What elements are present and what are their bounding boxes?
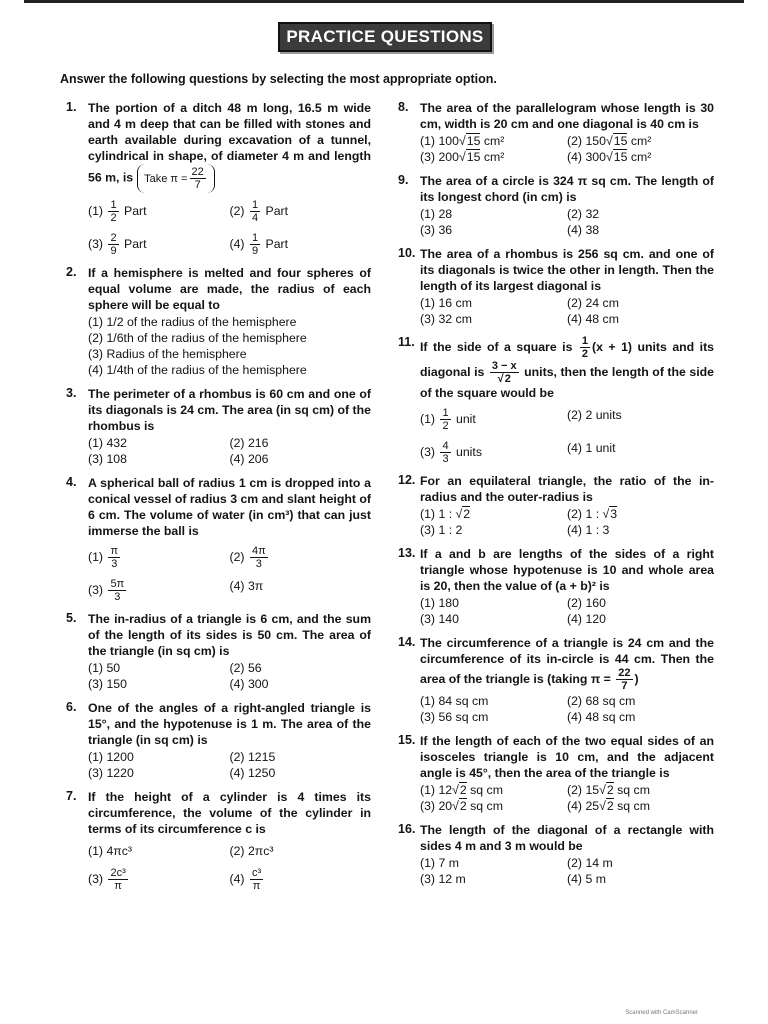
question-text: The circumference of a triangle is 24 cm and the circumference of its in-circle is 44 cm. Then the area of the triangle is (taking π = $\frac{22}{7}$ ) — [420, 636, 714, 692]
question-number: 6. — [66, 700, 77, 714]
question-number: 13. — [398, 546, 416, 560]
answer-options — [88, 199, 371, 257]
answer-option: (2) 14 m — [567, 856, 613, 870]
radical: √2 — [599, 783, 614, 797]
question-item — [398, 246, 714, 327]
question-number: 10. — [398, 246, 416, 260]
radicand: 15 — [466, 134, 481, 148]
question-text: The perimeter of a rhombus is 60 cm and one of its diagonals is 24 cm. The area (in sq cm) of the rhombus is — [88, 387, 371, 433]
answer-options — [420, 595, 714, 627]
answer-option: (2) 150√15 cm² — [567, 134, 652, 148]
answer-option: (2) 1/6th of the radius of the hemisphere — [88, 331, 307, 345]
instruction-text: Answer the following questions by selecting the most appropriate option. — [60, 72, 497, 86]
radical: √2 — [497, 373, 511, 385]
answer-option: (4) 1 unit — [567, 441, 616, 455]
numerator: 1 — [110, 199, 117, 211]
question-item — [398, 635, 714, 725]
question-item — [66, 700, 371, 781]
question-item — [66, 265, 371, 378]
answer-option: (3) 1220 — [88, 766, 134, 780]
answer-option: (4) $\frac{\text{c³}}{\pi}$ — [229, 867, 262, 892]
answer-option: (3) $\frac{5\pi}{3}$ — [88, 578, 125, 603]
question-number: 2. — [66, 265, 77, 279]
denominator: 3 — [255, 558, 262, 570]
answer-option: (1) $\frac{1}{2}$ unit — [420, 407, 476, 432]
question-number: 12. — [398, 473, 416, 487]
answer-option: (4) 38 — [567, 223, 600, 237]
question-text: If the height of a cylinder is 4 times its circumference, the volume of the cylinder in terms of its circumference c is — [88, 790, 371, 836]
question-number: 15. — [398, 733, 416, 747]
answer-option: (4) 48 sq cm — [567, 710, 636, 724]
question-item — [398, 100, 714, 165]
fraction — [250, 232, 260, 257]
answer-option: (1) 84 sq cm — [420, 694, 489, 708]
question-item — [66, 789, 371, 892]
radical: √15 — [458, 150, 481, 164]
numerator: 3 − x — [491, 360, 517, 372]
answer-option: (3) 32 cm — [420, 312, 472, 326]
answer-option: (1) 1 : √2 — [420, 507, 471, 521]
question-text: If the side of a square is $\frac{1}{2}$ (x + 1) units and its diagonal is $\frac{3 - x}{√2}$ units, then the length of the side of the square would be — [420, 335, 714, 400]
denominator: 3 — [114, 591, 121, 603]
question-text: If the length of each of the two equal sides of an isosceles triangle is 10 cm, and the adjacent angle is 45°, then the area of the triangle is — [420, 734, 714, 780]
answer-option: (3) 56 sq cm — [420, 710, 489, 724]
answer-option: (4) 25√2 sq cm — [567, 799, 650, 813]
right-column — [398, 100, 714, 895]
question-item — [66, 386, 371, 467]
answer-options — [88, 314, 371, 378]
question-text: For an equilateral triangle, the ratio of the in-radius and the outer-radius is — [420, 474, 714, 504]
question-text: If a and b are lengths of the sides of a right triangle whose hypotenuse is 10 and whole area is 20, then the value of (a + b)² is — [420, 547, 714, 593]
numerator: 1 — [251, 232, 259, 244]
answer-option: (3) 36 — [420, 223, 453, 237]
answer-option: (2) 24 cm — [567, 296, 619, 310]
answer-option: (1) 50 — [88, 661, 121, 675]
fraction — [108, 545, 120, 570]
numerator: c³ — [251, 867, 262, 879]
question-item — [398, 546, 714, 627]
answer-option: (3) 1 : 2 — [420, 523, 463, 537]
radicand: 2 — [606, 799, 614, 813]
answer-option: (1) 1/2 of the radius of the hemisphere — [88, 315, 297, 329]
question-text: A spherical ball of radius 1 cm is dropped into a conical vessel of radius 3 cm and slant height of 6 cm. The volume of water (in cm³) that can just immerse the ball is — [88, 476, 371, 538]
answer-option: (4) 120 — [567, 612, 606, 626]
numerator: 1 — [442, 407, 449, 419]
question-text: The area of a rhombus is 256 sq cm. and one of its diagonals is twice the other in length. Then the length of its largest diagonal is — [420, 247, 714, 293]
numerator: 22 — [191, 166, 204, 178]
answer-options — [88, 843, 371, 892]
radical: √2 — [452, 783, 467, 797]
question-item — [398, 335, 714, 465]
question-item — [398, 822, 714, 887]
answer-option: (3) 150 — [88, 677, 127, 691]
numerator: π — [110, 545, 119, 557]
fraction — [580, 335, 590, 360]
fraction — [250, 199, 260, 224]
answer-options — [420, 782, 714, 814]
answer-option: (2) $\frac{1}{4}$ Part — [229, 199, 289, 224]
fraction — [108, 232, 118, 257]
answer-option: (1) 180 — [420, 596, 459, 610]
answer-option: (4) $\frac{1}{9}$ Part — [229, 232, 289, 257]
answer-options — [88, 749, 371, 781]
numerator: 1 — [581, 335, 589, 347]
question-text: The portion of a ditch 48 m long, 16.5 m wide and 4 m deep that can be filled with stones and earth available during excavation of a tunnel, cylindrical in shape, of diameter 4 m and length 56 m, is Take π = $\frac{22}{7}$ — [88, 101, 371, 191]
answer-options — [88, 545, 371, 603]
answer-option: (4) 206 — [229, 452, 269, 466]
answer-option: (2) 68 sq cm — [567, 694, 636, 708]
denominator: 2 — [581, 348, 589, 360]
question-number: 9. — [398, 173, 409, 187]
question-number: 14. — [398, 635, 416, 649]
question-item — [66, 611, 371, 692]
answer-options — [420, 295, 714, 327]
radical: √3 — [602, 507, 618, 521]
answer-option: (2) 160 — [567, 596, 606, 610]
denominator: 7 — [194, 179, 201, 191]
denominator: 3 — [442, 453, 449, 465]
page-title: PRACTICE QUESTIONS — [278, 22, 492, 52]
fraction — [440, 440, 450, 465]
question-item — [398, 173, 714, 238]
fraction — [108, 867, 127, 892]
fraction — [490, 360, 519, 385]
answer-option: (1) 12√2 sq cm — [420, 783, 503, 797]
answer-option: (3) 12 m — [420, 872, 466, 886]
question-text: The in-radius of a triangle is 6 cm, and the sum of the length of its sides is 50 cm. The area of the triangle (in sq cm) is — [88, 612, 371, 658]
radicand: 2 — [459, 799, 467, 813]
fraction — [250, 867, 263, 892]
answer-option: (3) 200√15 cm² — [420, 150, 505, 164]
radicand: 2 — [463, 507, 471, 521]
denominator: 7 — [621, 680, 628, 692]
answer-option: (1) 7 m — [420, 856, 459, 870]
answer-options — [420, 407, 714, 465]
denominator — [498, 373, 511, 385]
denominator: 9 — [251, 245, 259, 257]
radicand: 3 — [610, 507, 618, 521]
answer-option: (1) $\frac{\pi}{3}$ — [88, 545, 119, 570]
question-text: The length of the diagonal of a rectangle with sides 4 m and 3 m would be — [420, 823, 714, 853]
given-value: Take π = $\frac{22}{7}$ — [137, 164, 215, 193]
answer-option: (1) 432 — [88, 436, 127, 450]
answer-option: (2) 1 : √3 — [567, 507, 618, 521]
question-number: 1. — [66, 100, 77, 114]
numerator: 2 — [110, 232, 117, 244]
fraction — [108, 199, 118, 224]
answer-option: (1) 4πc³ — [88, 844, 133, 858]
denominator: 2 — [110, 212, 117, 224]
radical: √2 — [455, 507, 471, 521]
question-text: If a hemisphere is melted and four spheres of equal volume are made, the radius of each sphere will be equal to — [88, 266, 371, 312]
denominator: π — [114, 880, 122, 892]
answer-option: (3) $\frac{4}{3}$ units — [420, 440, 482, 465]
answer-option: (2) $\frac{4\pi}{3}$ — [229, 545, 266, 570]
numerator: 22 — [618, 667, 631, 679]
answer-option: (3) Radius of the hemisphere — [88, 347, 247, 361]
answer-option: (2) 1215 — [229, 750, 276, 764]
radicand: 15 — [613, 134, 628, 148]
answer-options — [88, 435, 371, 467]
answer-option: (2) 2πc³ — [229, 844, 274, 858]
top-rule — [24, 0, 744, 3]
answer-option: (3) 20√2 sq cm — [420, 799, 503, 813]
radical: √15 — [458, 134, 481, 148]
question-text: The area of a circle is 324 π sq cm. The length of its longest chord (in cm) is — [420, 174, 714, 204]
answer-options — [420, 133, 714, 165]
answer-option: (2) 56 — [229, 661, 262, 675]
denominator: π — [252, 880, 261, 892]
answer-options — [420, 855, 714, 887]
question-item — [66, 100, 371, 257]
question-number: 5. — [66, 611, 77, 625]
answer-options — [420, 693, 714, 725]
denominator: 9 — [110, 245, 117, 257]
answer-option: (3) 108 — [88, 452, 127, 466]
fraction — [616, 667, 632, 692]
answer-option: (4) 48 cm — [567, 312, 619, 326]
denominator: 3 — [111, 558, 118, 570]
question-text: One of the angles of a right-angled triangle is 15°, and the hypotenuse is 1 m. The area of the triangle (in sq cm) is — [88, 701, 371, 747]
answer-option: (4) 300√15 cm² — [567, 150, 652, 164]
answer-option: (2) 32 — [567, 207, 600, 221]
answer-option: (1) 16 cm — [420, 296, 472, 310]
denominator: 2 — [442, 420, 449, 432]
question-item — [398, 733, 714, 814]
answer-option: (4) 5 m — [567, 872, 606, 886]
numerator: 4π — [251, 545, 266, 557]
answer-option: (2) 216 — [229, 436, 269, 450]
radicand: 15 — [466, 150, 481, 164]
radicand: 2 — [459, 783, 467, 797]
question-number: 16. — [398, 822, 416, 836]
answer-option: (1) 28 — [420, 207, 453, 221]
fraction — [108, 578, 126, 603]
answer-option: (4) 1250 — [229, 766, 276, 780]
question-number: 8. — [398, 100, 409, 114]
answer-option: (3) $\frac{\text{2c³}}{\pi}$ — [88, 867, 126, 892]
numerator: 5π — [110, 578, 125, 590]
question-item — [66, 475, 371, 603]
radical: √2 — [452, 799, 467, 813]
answer-options — [88, 660, 371, 692]
answer-option: (4) 1 : 3 — [567, 523, 610, 537]
answer-option: (2) 15√2 sq cm — [567, 783, 650, 797]
question-item — [398, 473, 714, 538]
answer-option: (4) 300 — [229, 677, 269, 691]
answer-options — [420, 206, 714, 238]
question-number: 4. — [66, 475, 77, 489]
radicand: 2 — [504, 373, 511, 385]
fraction — [190, 166, 206, 191]
question-number: 7. — [66, 789, 77, 803]
answer-option: (1) 1200 — [88, 750, 134, 764]
answer-option: (4) 3π — [229, 579, 264, 593]
question-number: 3. — [66, 386, 77, 400]
numerator: 4 — [442, 440, 449, 452]
answer-option: (3) 140 — [420, 612, 459, 626]
fraction — [440, 407, 450, 432]
radicand: 2 — [606, 783, 614, 797]
answer-option: (2) 2 units — [567, 408, 622, 422]
answer-option: (4) 1/4th of the radius of the hemisphere — [88, 363, 307, 377]
numerator: 1 — [251, 199, 259, 211]
answer-option: (1) 100√15 cm² — [420, 134, 505, 148]
answer-option: (1) $\frac{1}{2}$ Part — [88, 199, 147, 224]
denominator: 4 — [251, 212, 259, 224]
radical: √15 — [605, 134, 628, 148]
question-text: The area of the parallelogram whose length is 30 cm, width is 20 cm and one diagonal is 40 cm is — [420, 101, 714, 131]
radical: √15 — [605, 150, 628, 164]
numerator: 2c³ — [110, 867, 126, 879]
radical: √2 — [599, 799, 614, 813]
scanner-watermark: Scanned with CamScanner — [625, 1010, 698, 1016]
radicand: 15 — [613, 150, 628, 164]
left-column — [66, 100, 371, 900]
fraction — [250, 545, 268, 570]
answer-option: (3) $\frac{2}{9}$ Part — [88, 232, 147, 257]
answer-options — [420, 506, 714, 538]
question-number: 11. — [398, 335, 415, 349]
